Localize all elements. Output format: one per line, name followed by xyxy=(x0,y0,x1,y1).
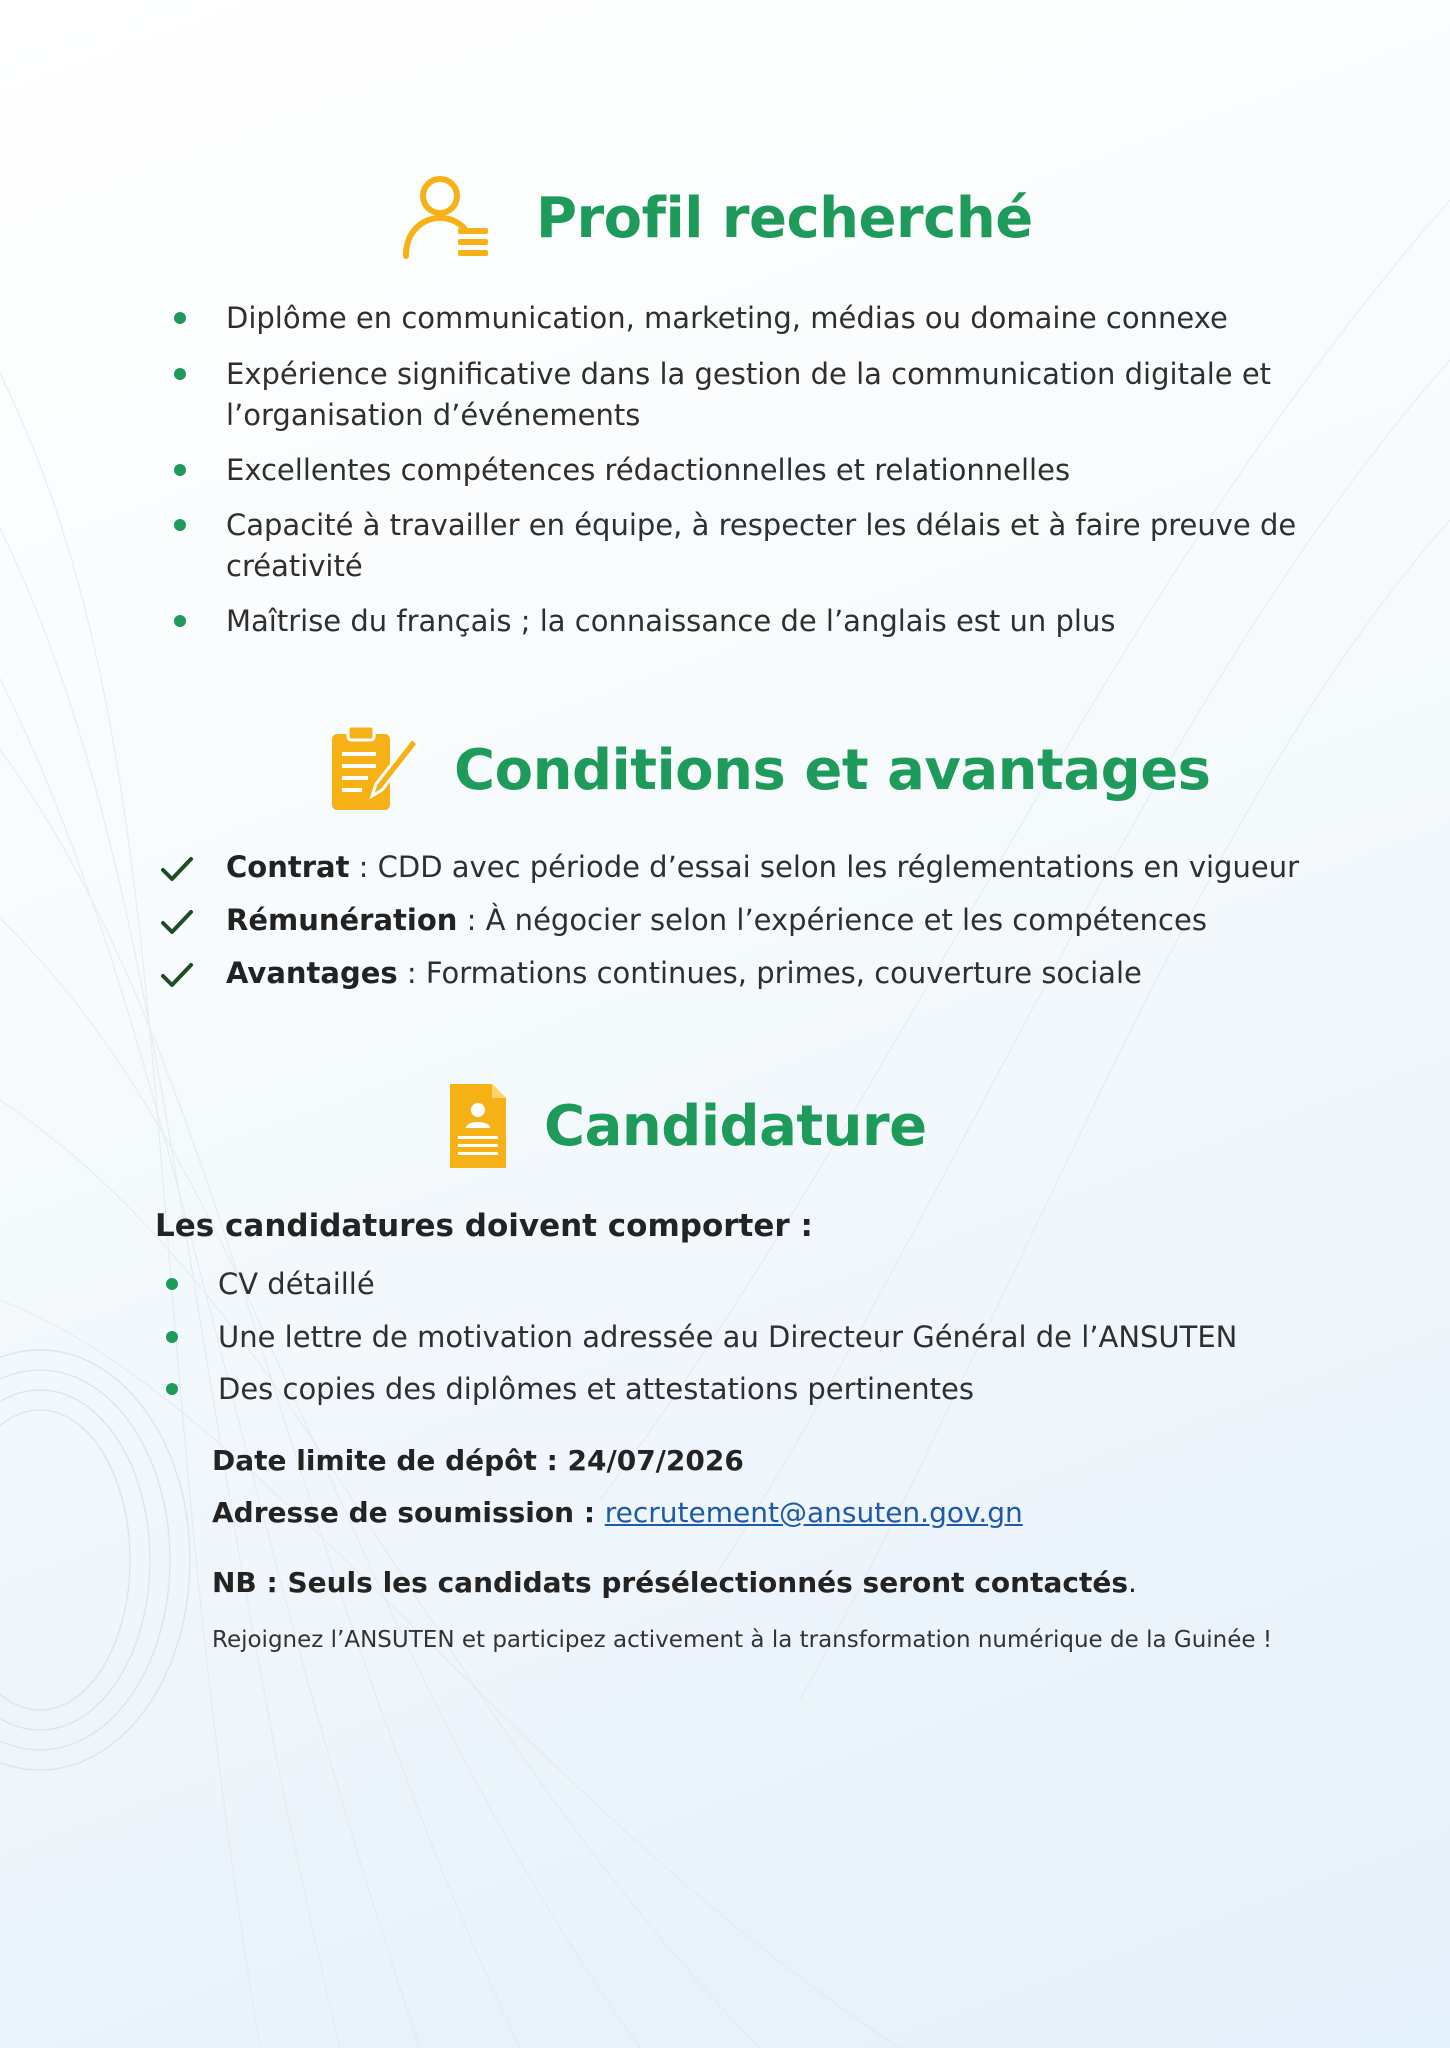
list-item xyxy=(226,900,1346,953)
check-icon xyxy=(160,908,194,936)
list-item xyxy=(226,601,1346,642)
list-item xyxy=(226,450,1346,505)
condition-text: : Formations continues, primes, couverture sociale xyxy=(397,956,1142,990)
condition-label: Contrat xyxy=(226,850,350,884)
application-section-title: Candidature xyxy=(544,1093,927,1159)
conditions-list xyxy=(226,847,1346,1006)
email-link[interactable]: recrutement@ansuten.gov.gn xyxy=(604,1496,1023,1529)
user-list-icon xyxy=(398,168,494,268)
list-item-text: Diplôme en communication, marketing, médias ou domaine connexe xyxy=(226,301,1228,335)
deadline-line xyxy=(212,1444,744,1477)
list-item xyxy=(226,298,1346,354)
list-item-text: Maîtrise du français ; la connaissance de l’anglais est un plus xyxy=(226,604,1116,638)
bullet-icon xyxy=(166,1278,178,1290)
list-item xyxy=(226,354,1346,450)
conditions-section-title: Conditions et avantages xyxy=(454,737,1211,803)
note-line xyxy=(212,1566,1137,1599)
bullet-icon xyxy=(174,615,186,627)
list-item xyxy=(218,1264,1338,1317)
list-item xyxy=(218,1369,1338,1410)
clipboard-pen-icon xyxy=(326,720,422,820)
profile-section-header xyxy=(398,168,1033,268)
deadline-text: Date limite de dépôt : 24/07/2026 xyxy=(212,1444,744,1477)
conditions-section-header xyxy=(326,720,1211,820)
bullet-icon xyxy=(174,464,186,476)
condition-text: : CDD avec période d’essai selon les réglementations en vigueur xyxy=(349,850,1299,884)
list-item-text: Des copies des diplômes et attestations pertinentes xyxy=(218,1372,974,1406)
bullet-icon xyxy=(174,312,186,324)
bullet-icon xyxy=(174,519,186,531)
condition-label: Avantages xyxy=(226,956,398,990)
list-item xyxy=(226,953,1346,1006)
bullet-icon xyxy=(174,368,186,380)
note-text: NB : Seuls les candidats présélectionnés seront contactés xyxy=(212,1566,1129,1599)
list-item-text: Capacité à travailler en équipe, à respecter les délais et à faire preuve de xyxy=(226,508,1297,542)
list-item-text-continued: l’organisation d’événements xyxy=(226,398,641,432)
list-item-text: Une lettre de motivation adressée au Directeur Général de l’ANSUTEN xyxy=(218,1320,1238,1354)
check-icon xyxy=(160,961,194,989)
profile-section-title: Profil recherché xyxy=(536,185,1033,251)
address-label: Adresse de soumission : xyxy=(212,1496,605,1529)
list-item-text-continued: créativité xyxy=(226,549,363,583)
check-icon xyxy=(160,855,194,883)
profile-list xyxy=(226,298,1346,642)
address-line xyxy=(212,1496,1023,1529)
condition-label: Rémunération xyxy=(226,903,458,937)
bullet-icon xyxy=(166,1383,178,1395)
note-end: . xyxy=(1128,1566,1137,1599)
resume-document-icon xyxy=(436,1076,532,1176)
list-item xyxy=(218,1317,1338,1369)
application-list xyxy=(218,1264,1338,1410)
list-item xyxy=(226,847,1346,900)
application-intro: Les candidatures doivent comporter : xyxy=(155,1208,813,1244)
bullet-icon xyxy=(166,1331,178,1343)
list-item-text: Expérience significative dans la gestion de la communication digitale et xyxy=(226,357,1272,391)
list-item-text: Excellentes compétences rédactionnelles et relationnelles xyxy=(226,453,1071,487)
closing-line: Rejoignez l’ANSUTEN et participez activement à la transformation numérique de la Guinée ! xyxy=(212,1627,1273,1653)
list-item xyxy=(226,505,1346,601)
list-item-text: CV détaillé xyxy=(218,1267,375,1301)
application-section-header xyxy=(436,1076,927,1176)
condition-text: : À négocier selon l’expérience et les compétences xyxy=(457,903,1207,937)
